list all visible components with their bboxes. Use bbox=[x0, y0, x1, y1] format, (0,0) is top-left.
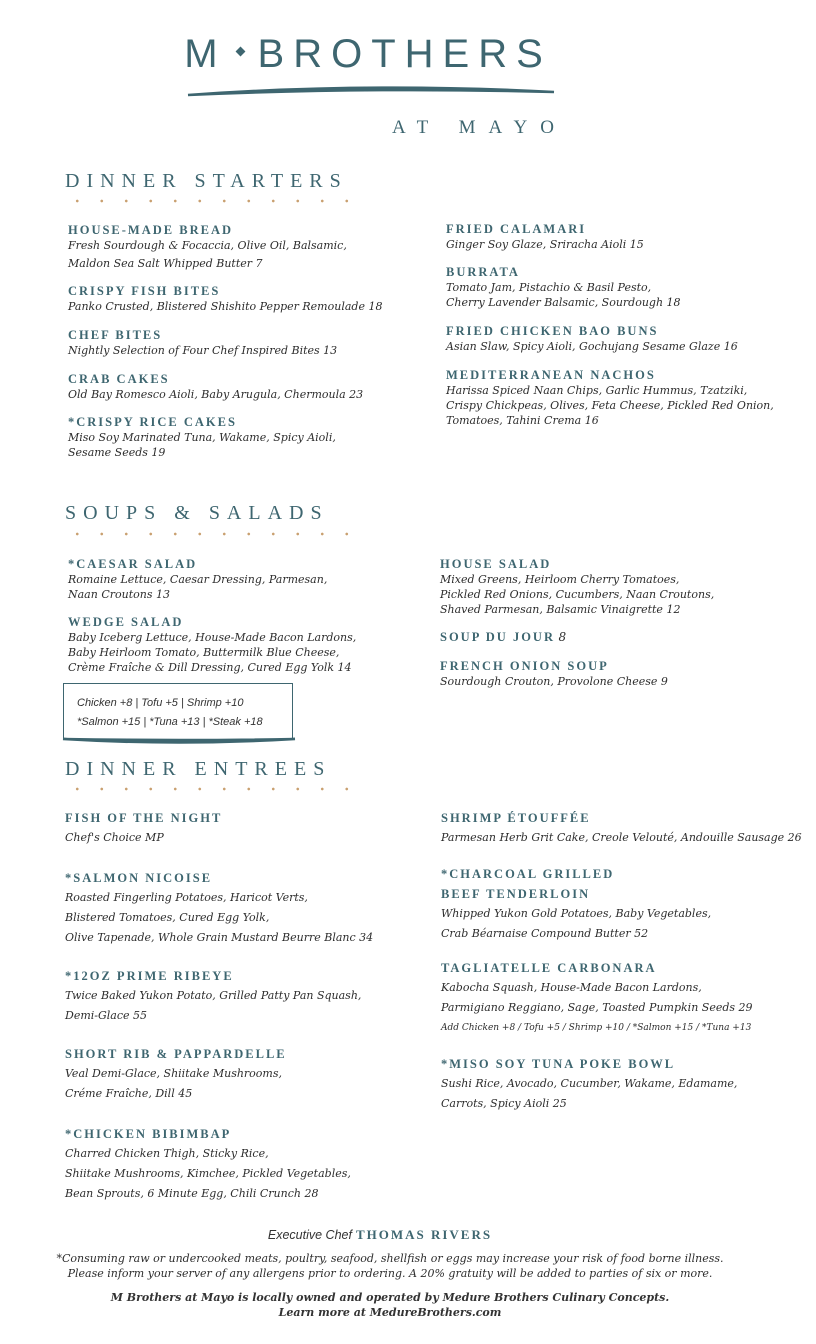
item-desc: Roasted Fingerling Potatoes, Haricot Verts, bbox=[65, 891, 308, 904]
item-desc: Panko Crusted, Blistered Shishito Pepper Remoulade 18 bbox=[68, 300, 383, 313]
disclaimer-line: Please inform your server of any allergens prior to ordering. A 20% gratuity will be added to parties of six or more. bbox=[67, 1267, 713, 1280]
menu-item bbox=[440, 658, 668, 689]
item-price: 8 bbox=[558, 630, 567, 644]
menu-item bbox=[65, 1044, 287, 1104]
brand-logo bbox=[0, 32, 736, 77]
item-desc: Shaved Parmesan, Balsamic Vinaigrette 12 bbox=[440, 603, 681, 616]
item-desc: Naan Croutons 13 bbox=[68, 588, 170, 601]
item-name: HOUSE SALAD bbox=[440, 557, 552, 571]
menu-item bbox=[68, 327, 337, 358]
item-desc: Crispy Chickpeas, Olives, Feta Cheese, Pickled Red Onion, bbox=[446, 399, 774, 412]
item-name: MEDITERRANEAN NACHOS bbox=[446, 368, 656, 382]
item-name: CRISPY FISH BITES bbox=[68, 284, 221, 298]
section-title-starters: DINNER STARTERS bbox=[65, 170, 348, 192]
item-name: TAGLIATELLE CARBONARA bbox=[441, 961, 657, 975]
executive-chef bbox=[0, 1227, 760, 1243]
item-desc: Sourdough Crouton, Provolone Cheese 9 bbox=[440, 675, 668, 688]
item-name: *MISO SOY TUNA POKE BOWL bbox=[441, 1057, 676, 1071]
item-desc: Parmigiano Reggiano, Sage, Toasted Pumpkin Seeds 29 bbox=[441, 1001, 753, 1014]
item-desc: Asian Slaw, Spicy Aioli, Gochujang Sesame Glaze 16 bbox=[446, 340, 738, 353]
item-name: SOUP DU JOUR bbox=[440, 630, 555, 644]
item-desc: Whipped Yukon Gold Potatoes, Baby Vegetables, bbox=[441, 907, 712, 920]
brand-name: BROTHERS bbox=[257, 32, 552, 76]
item-desc: Chef's Choice MP bbox=[65, 831, 164, 844]
item-desc: Ginger Soy Glaze, Sriracha Aioli 15 bbox=[446, 238, 644, 251]
item-desc: Kabocha Squash, House-Made Bacon Lardons, bbox=[441, 981, 702, 994]
item-name: SHRIMP ÉTOUFFÉE bbox=[441, 811, 591, 825]
chef-label: Executive Chef bbox=[267, 1228, 352, 1242]
addon-box bbox=[63, 683, 293, 739]
item-name: *CHARCOAL GRILLED bbox=[441, 867, 615, 881]
ownership-note bbox=[0, 1290, 780, 1320]
menu-item bbox=[65, 808, 222, 848]
item-desc: Cherry Lavender Balsamic, Sourdough 18 bbox=[446, 296, 681, 309]
item-desc: Baby Heirloom Tomato, Buttermilk Blue Cheese, bbox=[68, 646, 340, 659]
menu-item bbox=[68, 556, 327, 602]
menu-item bbox=[65, 966, 361, 1026]
item-desc: Old Bay Romesco Aioli, Baby Arugula, Chermoula 23 bbox=[68, 388, 364, 401]
menu-item bbox=[65, 868, 373, 948]
item-desc: Romaine Lettuce, Caesar Dressing, Parmesan, bbox=[68, 573, 328, 586]
item-desc: Mixed Greens, Heirloom Cherry Tomatoes, bbox=[440, 573, 680, 586]
item-name: *CHICKEN BIBIMBAP bbox=[65, 1127, 232, 1141]
item-name: FRIED CHICKEN BAO BUNS bbox=[446, 324, 659, 338]
item-name: CHEF BITES bbox=[68, 328, 163, 342]
menu-item bbox=[440, 629, 566, 645]
item-name: FRIED CALAMARI bbox=[446, 222, 587, 236]
menu-item bbox=[441, 958, 753, 1038]
item-desc: Sushi Rice, Avocado, Cucumber, Wakame, Edamame, bbox=[441, 1077, 738, 1090]
menu-item bbox=[446, 264, 681, 310]
item-name: SHORT RIB & PAPPARDELLE bbox=[65, 1047, 287, 1061]
menu-item bbox=[440, 556, 714, 617]
item-name: *SALMON NICOISE bbox=[65, 871, 213, 885]
item-name: HOUSE-MADE BREAD bbox=[68, 223, 233, 237]
subtitle: AT MAYO bbox=[392, 117, 567, 138]
item-desc: Sesame Seeds 19 bbox=[68, 446, 166, 459]
item-desc: Veal Demi-Glace, Shiitake Mushrooms, bbox=[65, 1067, 282, 1080]
item-desc: Fresh Sourdough & Focaccia, Olive Oil, Balsamic, bbox=[68, 239, 347, 252]
disclaimer bbox=[0, 1251, 780, 1281]
chef-name: THOMAS RIVERS bbox=[355, 1227, 493, 1242]
section-title-entrees: DINNER ENTREES bbox=[65, 758, 332, 780]
logo-swoosh bbox=[186, 84, 556, 100]
menu-item bbox=[68, 614, 356, 675]
item-desc: Demi-Glace 55 bbox=[65, 1009, 148, 1022]
menu-item bbox=[446, 367, 774, 428]
addon-swoosh bbox=[62, 735, 296, 747]
item-desc: Parmesan Herb Grit Cake, Creole Velouté, Andouille Sausage 26 bbox=[441, 831, 802, 844]
item-desc: Harissa Spiced Naan Chips, Garlic Hummus, Tzatziki, bbox=[446, 384, 748, 397]
item-name: *12OZ PRIME RIBEYE bbox=[65, 969, 234, 983]
item-name: WEDGE SALAD bbox=[68, 615, 184, 629]
diamond-icon bbox=[235, 46, 245, 56]
item-name: FISH OF THE NIGHT bbox=[65, 811, 223, 825]
dot-divider bbox=[65, 531, 365, 537]
menu-item bbox=[68, 222, 347, 271]
section-title-soups: SOUPS & SALADS bbox=[65, 502, 329, 524]
item-desc: Blistered Tomatoes, Cured Egg Yolk, bbox=[65, 911, 270, 924]
addon-line: Chicken +8 | Tofu +5 | Shrimp +10 bbox=[77, 697, 244, 709]
item-desc: Carrots, Spicy Aioli 25 bbox=[441, 1097, 567, 1110]
dot-divider bbox=[65, 786, 365, 792]
item-desc: Bean Sprouts, 6 Minute Egg, Chili Crunch 28 bbox=[65, 1187, 319, 1200]
item-name-line2: BEEF TENDERLOIN bbox=[441, 887, 591, 901]
item-name: BURRATA bbox=[446, 265, 520, 279]
menu-item bbox=[441, 864, 711, 944]
item-desc: Miso Soy Marinated Tuna, Wakame, Spicy Aioli, bbox=[68, 431, 336, 444]
menu-item bbox=[68, 283, 382, 314]
menu-item bbox=[446, 221, 644, 252]
item-name: CRAB CAKES bbox=[68, 372, 170, 386]
item-name: FRENCH ONION SOUP bbox=[440, 659, 609, 673]
menu-item bbox=[441, 808, 802, 848]
dot-divider bbox=[65, 198, 365, 204]
item-desc: Pickled Red Onions, Cucumbers, Naan Croutons, bbox=[440, 588, 715, 601]
item-desc: Nightly Selection of Four Chef Inspired Bites 13 bbox=[68, 344, 338, 357]
item-desc: Charred Chicken Thigh, Sticky Rice, bbox=[65, 1147, 269, 1160]
addon-line: *Salmon +15 | *Tuna +13 | *Steak +18 bbox=[77, 716, 263, 728]
menu-item bbox=[68, 371, 363, 402]
menu-item bbox=[68, 414, 336, 460]
disclaimer-line: *Consuming raw or undercooked meats, poultry, seafood, shellfish or eggs may increase your risk of food borne illness. bbox=[56, 1252, 724, 1265]
item-name: *CRISPY RICE CAKES bbox=[68, 415, 237, 429]
item-desc: Olive Tapenade, Whole Grain Mustard Beurre Blanc 34 bbox=[65, 931, 374, 944]
item-desc: Twice Baked Yukon Potato, Grilled Patty Pan Squash, bbox=[65, 989, 362, 1002]
brand-initial: M bbox=[184, 32, 227, 76]
item-desc: Maldon Sea Salt Whipped Butter 7 bbox=[68, 257, 263, 270]
item-desc: Baby Iceberg Lettuce, House-Made Bacon Lardons, bbox=[68, 631, 357, 644]
item-desc: Crème Fraîche & Dill Dressing, Cured Egg Yolk 14 bbox=[68, 661, 352, 674]
item-addons: Add Chicken +8 / Tofu +5 / Shrimp +10 / *Salmon +15 / *Tuna +13 bbox=[441, 1023, 752, 1033]
item-desc: Créme Fraîche, Dill 45 bbox=[65, 1087, 193, 1100]
item-desc: Crab Béarnaise Compound Butter 52 bbox=[441, 927, 649, 940]
menu-item bbox=[441, 1054, 737, 1114]
item-desc: Tomatoes, Tahini Crema 16 bbox=[446, 414, 599, 427]
item-desc: Shiitake Mushrooms, Kimchee, Pickled Vegetables, bbox=[65, 1167, 351, 1180]
ownership-line: M Brothers at Mayo is locally owned and operated by Medure Brothers Culinary Concepts. bbox=[110, 1291, 670, 1304]
menu-item bbox=[446, 323, 738, 354]
item-name: *CAESAR SALAD bbox=[68, 557, 198, 571]
item-desc: Tomato Jam, Pistachio & Basil Pesto, bbox=[446, 281, 652, 294]
menu-item bbox=[65, 1124, 351, 1204]
website-line: Learn more at MedureBrothers.com bbox=[278, 1306, 502, 1319]
